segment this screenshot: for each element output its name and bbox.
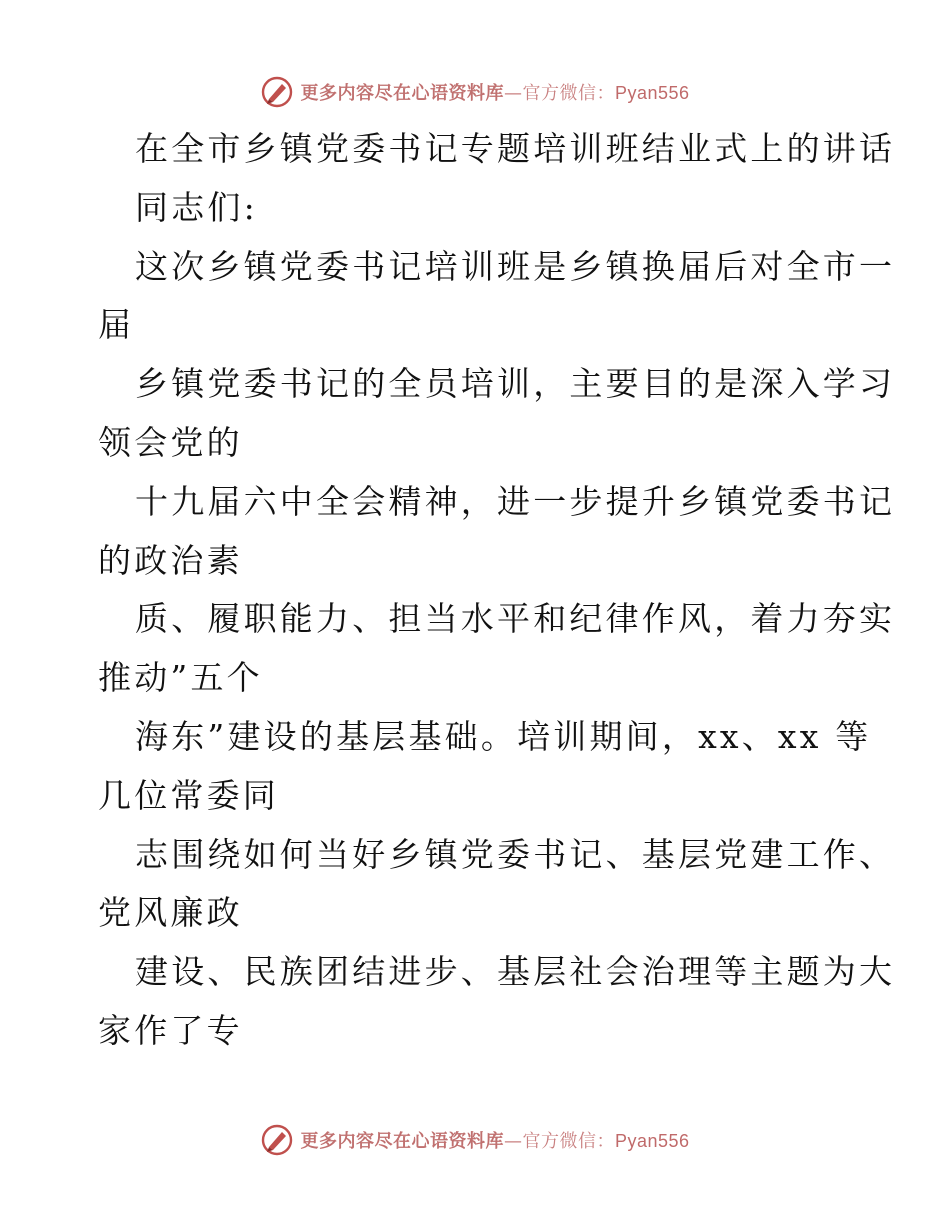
document-line: 质、履职能力、担当水平和纪律作风，着力夯实 <box>135 599 896 639</box>
watermark-header <box>0 72 950 112</box>
watermark-separator: — <box>503 83 523 104</box>
pen-logo-icon <box>260 75 294 109</box>
document-line: 乡镇党委书记的全员培训，主要目的是深入学习 <box>135 364 896 404</box>
document-line: 党风廉政 <box>98 893 243 933</box>
document-line: 几位常委同 <box>98 775 279 815</box>
watermark-label: 官方微信： <box>522 83 615 104</box>
watermark-text <box>300 1127 689 1153</box>
watermark-separator: — <box>503 1131 523 1152</box>
document-line: 届 <box>98 305 135 345</box>
watermark-account: Pyan556 <box>614 1131 690 1151</box>
pen-logo-icon <box>260 1123 294 1157</box>
document-line: 志围绕如何当好乡镇党委书记、基层党建工作、 <box>135 834 896 874</box>
document-line: 海东”建设的基层基础。培训期间，xx、xx 等 <box>135 716 872 756</box>
watermark-footer <box>0 1120 950 1160</box>
watermark-account: Pyan556 <box>614 83 690 103</box>
document-line: 领会党的 <box>98 422 243 462</box>
document-line: 的政治素 <box>98 540 243 580</box>
document-line: 推动”五个 <box>98 658 263 698</box>
document-line: 建设、民族团结进步、基层社会治理等主题为大 <box>135 952 896 992</box>
watermark-text <box>300 79 689 105</box>
document-line: 同志们: <box>135 187 258 227</box>
document-body <box>98 120 896 1061</box>
watermark-label: 官方微信： <box>522 1131 615 1152</box>
watermark-brand: 更多内容尽在心语资料库 <box>300 1131 504 1152</box>
watermark-brand: 更多内容尽在心语资料库 <box>300 83 504 104</box>
document-line: 十九届六中全会精神，进一步提升乡镇党委书记 <box>135 481 896 521</box>
document-line: 家作了专 <box>98 1010 243 1050</box>
document-line: 这次乡镇党委书记培训班是乡镇换届后对全市一 <box>135 246 896 286</box>
document-line: 在全市乡镇党委书记专题培训班结业式上的讲话 <box>135 129 896 168</box>
